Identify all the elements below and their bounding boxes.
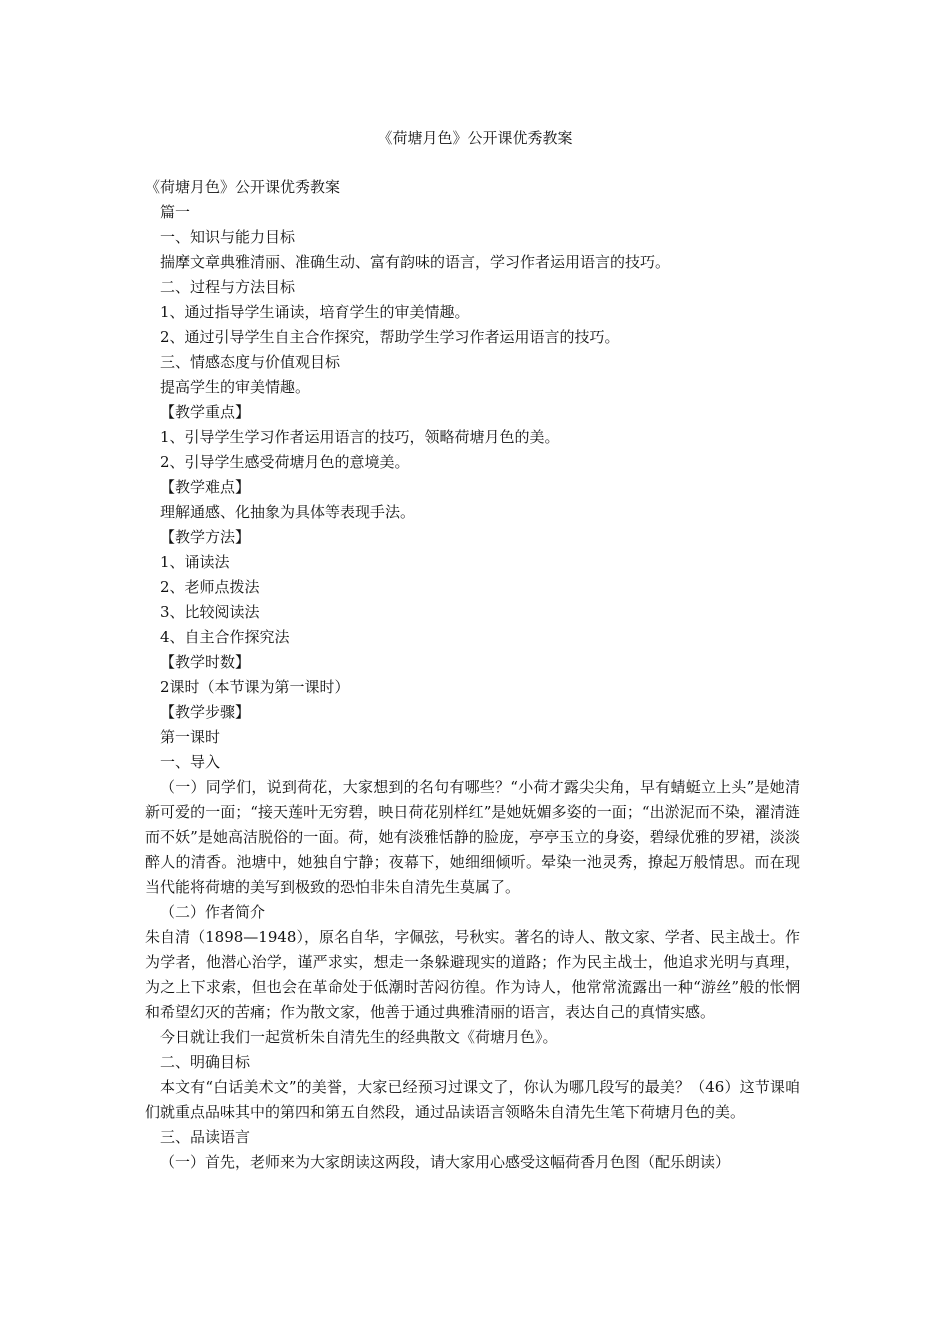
list-item: 2、通过引导学生自主合作探究，帮助学生学习作者运用语言的技巧。 [160,328,620,346]
goal-paragraph: 本文有“白话美术文”的美誉，大家已经预习过课文了，你认为哪几段写的最美？（46）这节课咱们就重点品味其中的第四和第五自然段，通过品读语言领略朱自清先生笔下荷塘月色的美。 [145,1078,800,1121]
lesson-label: 第一课时 [160,728,221,746]
list-item: 4、自主合作探究法 [160,628,290,646]
objective-heading: 二、过程与方法目标 [160,278,296,296]
list-item: 1、诵读法 [160,553,230,571]
objective-text: 揣摩文章典雅清丽、准确生动、富有韵味的语言，学习作者运用语言的技巧。 [160,253,671,271]
step-heading: 一、导入 [160,753,221,771]
step-heading: 三、品读语言 [160,1128,251,1146]
bracket-heading: 【教学时数】 [160,653,251,671]
bracket-heading: 【教学方法】 [160,528,251,546]
list-item: 3、比较阅读法 [160,603,260,621]
document-body [145,175,800,1175]
objective-text: 提高学生的审美情趣。 [160,378,311,396]
section-label: 篇一 [160,203,191,221]
reading-line: （一）首先，老师来为大家朗读这两段，请大家用心感受这幅荷香月色图（配乐朗读） [160,1153,731,1171]
objective-heading: 三、情感态度与价值观目标 [160,353,341,371]
subtitle-line: 《荷塘月色》公开课优秀教案 [145,178,341,196]
step-heading: 二、明确目标 [160,1053,251,1071]
bracket-heading: 【教学步骤】 [160,703,251,721]
objective-heading: 一、知识与能力目标 [160,228,296,246]
objective-text: 理解通感、化抽象为具体等表现手法。 [160,503,416,521]
author-paragraph: 朱自清（1898—1948），原名自华，字佩弦，号秋实。著名的诗人、散文家、学者、民主战士。作为学者，他潜心治学，谨严求实，想走一条躲避现实的道路；作为民主战士，他追求光明与真理，为之上下求索，但也会在革命处于低潮时苦闷彷徨。作为诗人，他常常流露出一种“游丝”般的怅惘和希望幻灭的苦痛；作为散文家，他善于通过典雅清丽的语言，表达自己的真情实感。 [145,928,800,1021]
bracket-heading: 【教学重点】 [160,403,251,421]
author-heading: （二）作者简介 [160,903,266,921]
list-item: 2、引导学生感受荷塘月色的意境美。 [160,453,410,471]
page-title: 《荷塘月色》公开课优秀教案 [377,129,573,147]
objective-text: 2课时（本节课为第一课时） [160,678,350,696]
intro-paragraph: （一）同学们，说到荷花，大家想到的名句有哪些？“小荷才露尖尖角，早有蜻蜓立上头”是她清新可爱的一面；“接天莲叶无穷碧，映日荷花别样红”是她妩媚多姿的一面；“出淤泥而不染，濯清涟而不妖”是她高洁脱俗的一面。荷，她有淡雅恬静的脸庞，亭亭玉立的身姿，碧绿优雅的罗裙，淡淡醉人的清香。池塘中，她独自宁静；夜幕下，她细细倾听。晕染一池灵秀，撩起万般情思。而在现当代能将荷塘的美写到极致的恐怕非朱自清先生莫属了。 [145,778,800,896]
list-item: 2、老师点拨法 [160,578,260,596]
today-line: 今日就让我们一起赏析朱自清先生的经典散文《荷塘月色》。 [160,1028,558,1046]
bracket-heading: 【教学难点】 [160,478,251,496]
list-item: 1、通过指导学生诵读，培育学生的审美情趣。 [160,303,470,321]
list-item: 1、引导学生学习作者运用语言的技巧，领略荷塘月色的美。 [160,428,560,446]
